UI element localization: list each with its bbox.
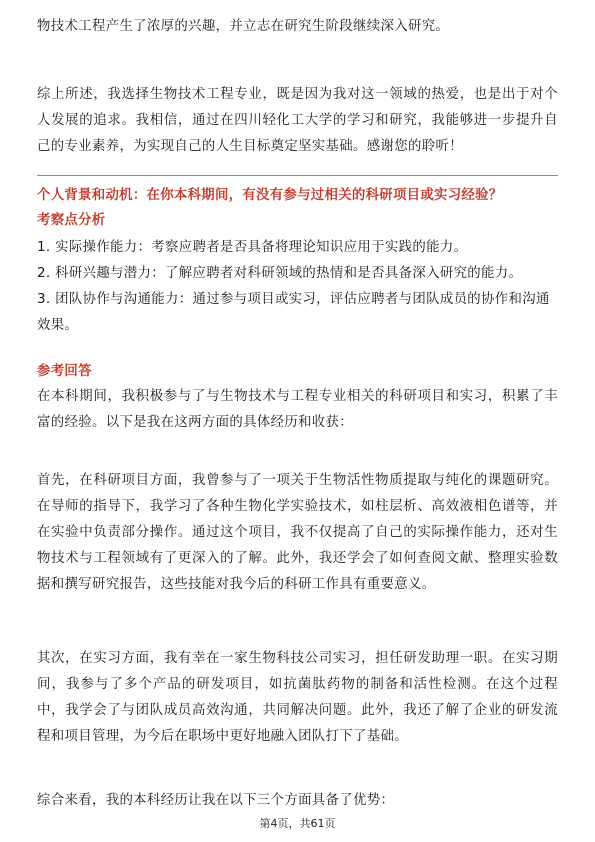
analysis-point-text: 科研兴趣与潜力：了解应聘者对科研领域的热情和是否具备深入研究的能力。 bbox=[55, 266, 523, 281]
answer-intro: 在本科期间，我积极参与了与生物技术与工程专业相关的科研项目和实习，积累了丰富的经验。以下是我在这两方面的具体经历和收获： bbox=[37, 389, 558, 430]
answer-title: 参考回答 bbox=[37, 364, 92, 379]
answer-internship: 其次，在实习方面，我有幸在一家生物科技公司实习，担任研发助理一职。在实习期间，我参与了多个产品的研发项目，如抗菌肽药物的制备和活性检测。在这个过程中，我学会了与团队成员高效沟通，共同解决问题。此外，我还了解了企业的研发流程和项目管理，为今后在职场中更好地融入团队打下了基础。 bbox=[37, 651, 558, 744]
analysis-point-1 bbox=[37, 235, 558, 261]
analysis-point-number: 1. bbox=[37, 240, 51, 255]
analysis-point-number: 2. bbox=[37, 266, 51, 281]
answer-research: 首先，在科研项目方面，我曾参与了一项关于生物活性物质提取与纯化的课题研究。在导师的指导下，我学习了各种生物化学实验技术，如柱层析、高效液相色谱等，并在实验中负责部分操作。通过这个项目，我不仅提高了自己的实际操作能力，还对生物技术与工程领域有了更深入的了解。此外，我还学会了如何查阅文献、整理实验数据和撰写研究报告，这些技能对我今后的科研工作具有重要意义。 bbox=[37, 473, 558, 592]
page-number-footer: 第4页，共61页 bbox=[259, 817, 336, 830]
analysis-point-text: 实际操作能力：考察应聘者是否具备将理论知识应用于实践的能力。 bbox=[55, 240, 468, 255]
paragraph-continuation: 物技术工程产生了浓厚的兴趣，并立志在研究生阶段继续深入研究。 bbox=[37, 19, 450, 34]
analysis-point-number: 3. bbox=[37, 292, 51, 307]
analysis-point-2 bbox=[37, 261, 558, 287]
analysis-title: 考察点分析 bbox=[37, 213, 106, 228]
section-divider bbox=[37, 175, 558, 176]
analysis-point-text: 团队协作与沟通能力：通过参与项目或实习，评估应聘者与团队成员的协作和沟通效果。 bbox=[37, 292, 550, 333]
answer-summary-lead: 综合来看，我的本科经历让我在以下三个方面具备了优势： bbox=[37, 793, 395, 808]
paragraph-summary: 综上所述，我选择生物技术工程专业，既是因为我对这一领域的热爱，也是出于对个人发展的追求。我相信，通过在四川轻化工大学的学习和研究，我能够进一步提升自己的专业素养，为实现自己的人生目标奠定坚实基础。感谢您的聆听！ bbox=[37, 87, 558, 154]
question-heading: 个人背景和动机：在你本科期间，有没有参与过相关的科研项目或实习经验？ bbox=[37, 188, 503, 203]
analysis-point-3 bbox=[37, 287, 558, 339]
